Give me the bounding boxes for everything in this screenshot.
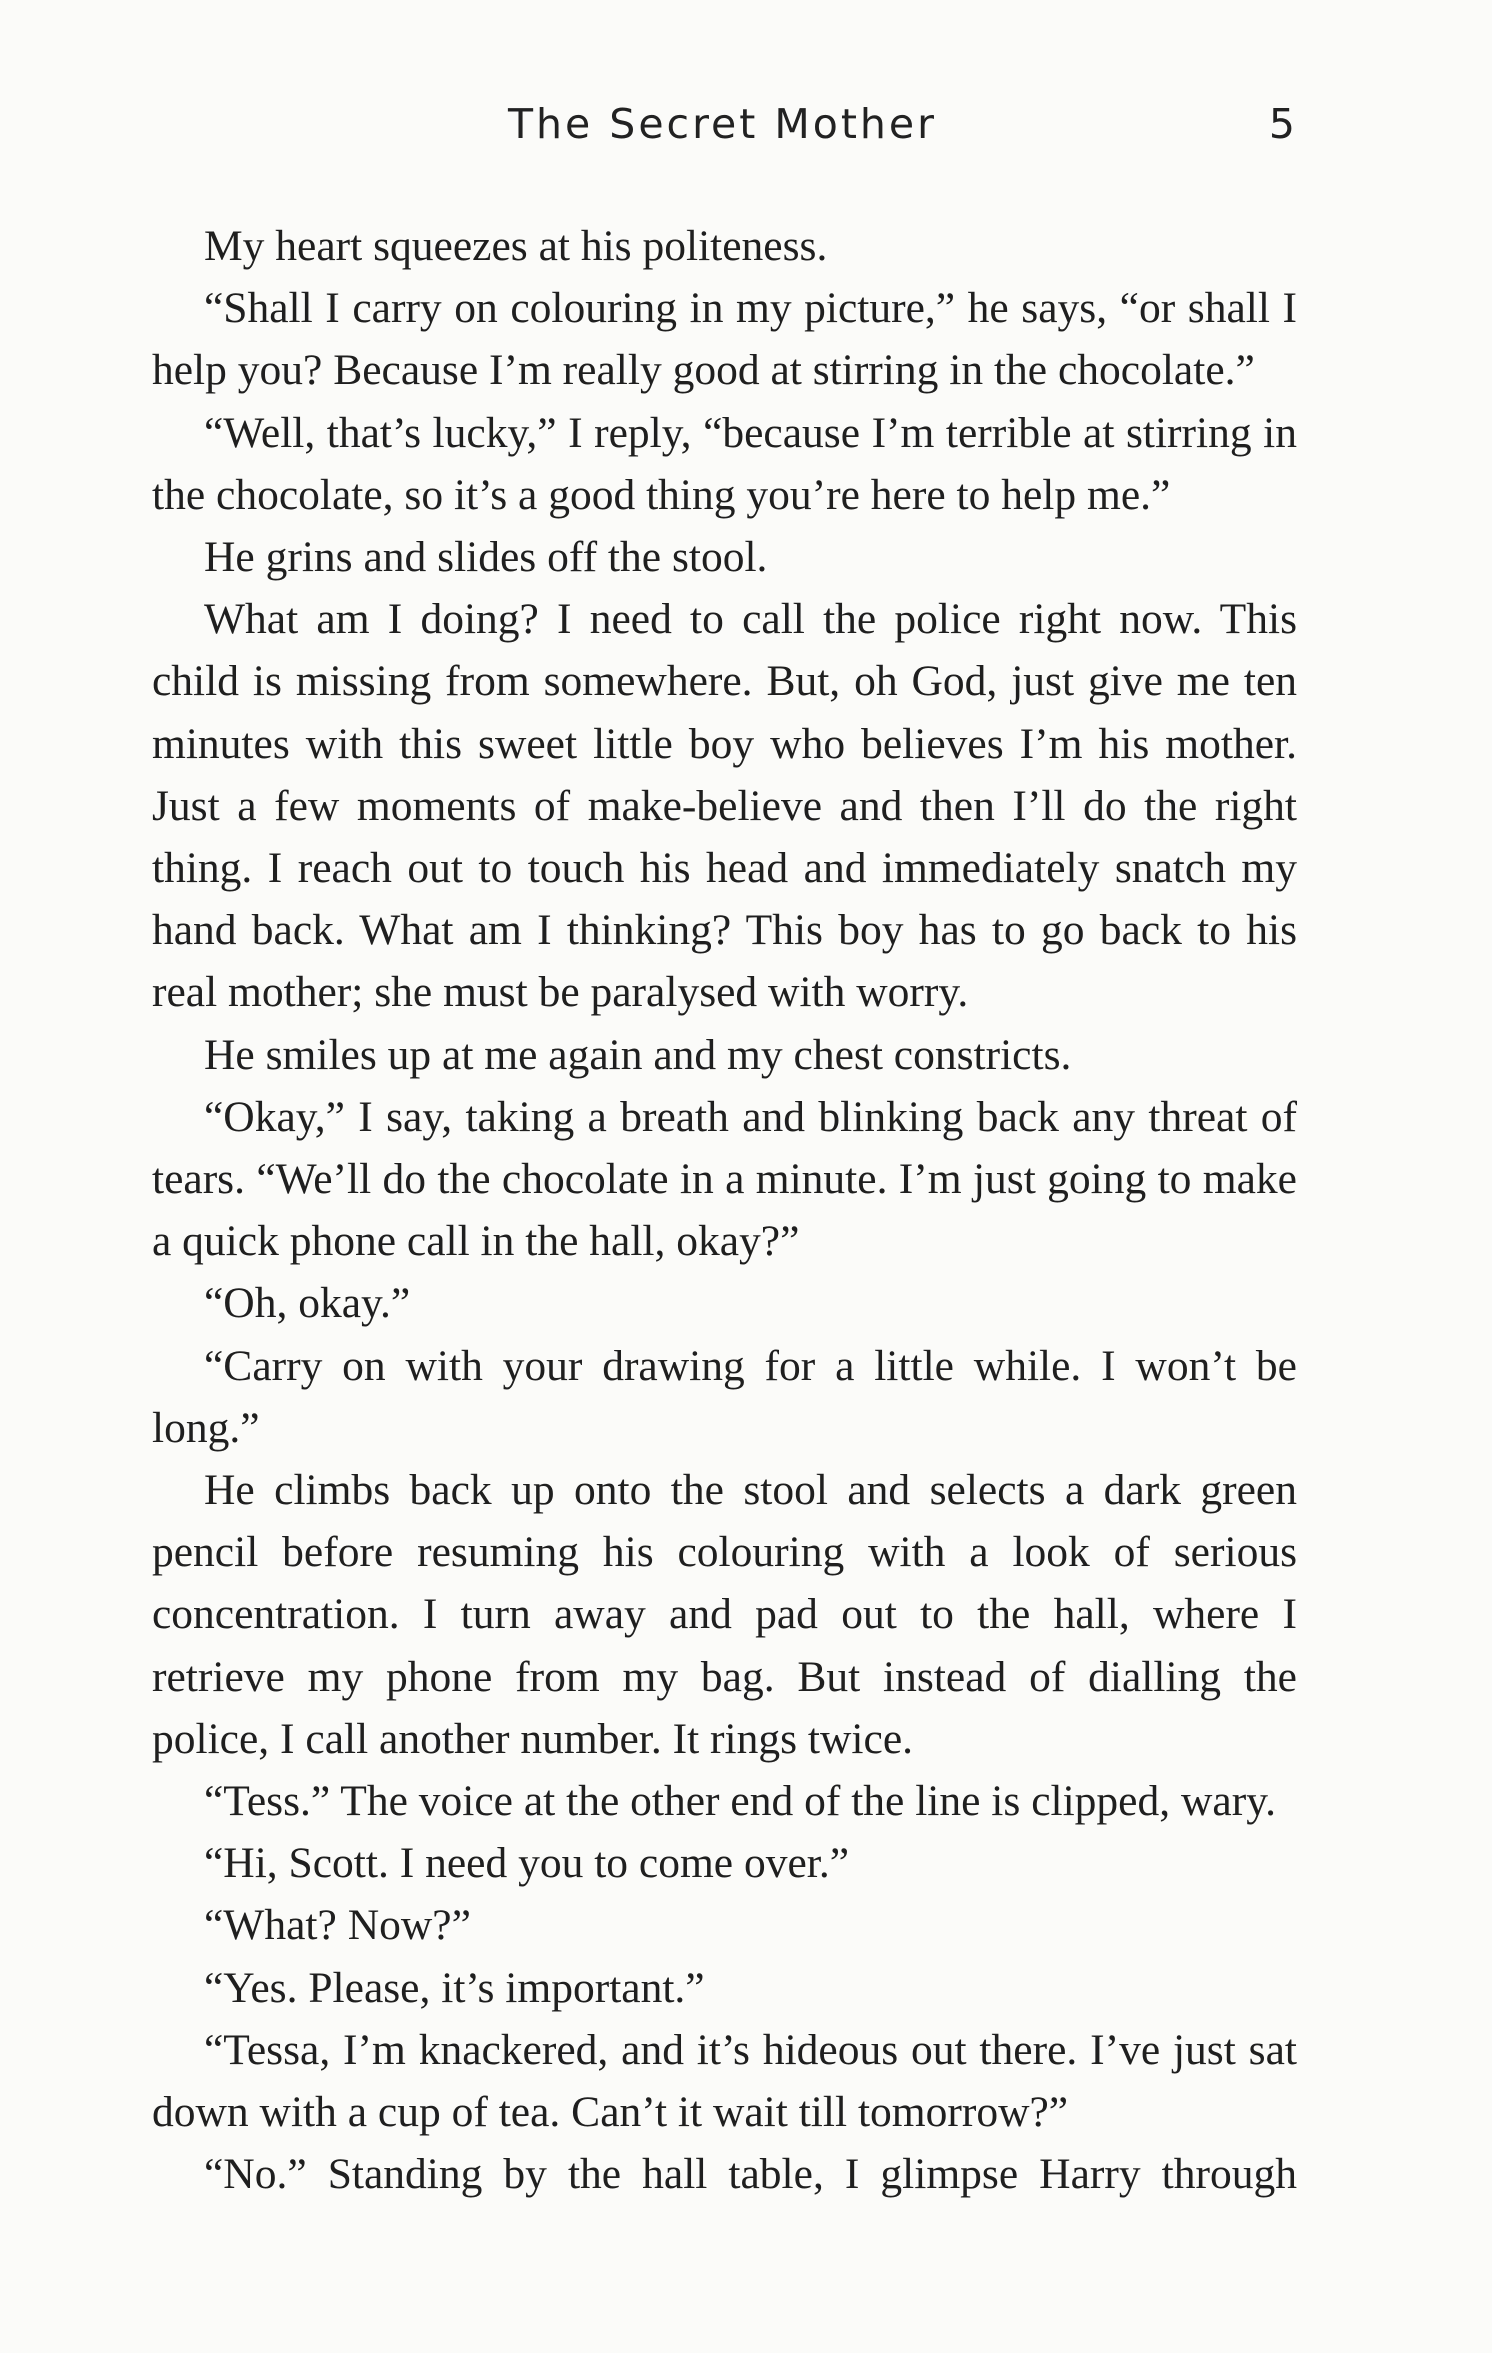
page-number: 5 — [1268, 100, 1295, 148]
running-head — [150, 100, 1295, 160]
paragraph: “No.” Standing by the hall table, I glimpse Harry through — [204, 2150, 1297, 2199]
body-text — [152, 215, 1297, 2206]
paragraph: “Yes. Please, it’s important.” — [204, 1963, 705, 2012]
paragraph: My heart squeezes at his politeness. — [204, 222, 828, 270]
paragraph: “Oh, okay.” — [204, 1279, 411, 1328]
paragraph: “Carry on with your drawing for a little while. I won’t be long.” — [152, 1341, 1297, 1452]
paragraph: “What? Now?” — [204, 1901, 471, 1950]
paragraph: What am I doing? I need to call the police right now. This child is missing from somewhere. But, oh God, just give me ten minutes with this sweet little boy who believes I’m his mother. Just a few moments of make-believe and then I’ll do the right thing. I reach out to touch his head and immediately snatch my hand back. What am I thinking? This boy has to go back to his real mother; she must be paralysed with worry. — [152, 595, 1297, 1017]
paragraph: “Tess.” The voice at the other end of the line is clipped, wary. — [204, 1777, 1276, 1826]
paragraph: “Shall I carry on colouring in my picture,” he says, “or shall I help you? Because I’m really good at stirring in the chocolate.” — [152, 284, 1297, 395]
paragraph: “Okay,” I say, taking a breath and blinking back any threat of tears. “We’ll do the chocolate in a minute. I’m just going to make a quick phone call in the hall, okay?” — [152, 1092, 1297, 1266]
paragraph: He grins and slides off the stool. — [204, 533, 768, 582]
paragraph: He climbs back up onto the stool and selects a dark green pencil before resuming his colouring with a look of serious concentration. I turn away and pad out to the hall, where I retrieve my phone from my bag. But instead of dialling the police, I call another number. It rings twice. — [152, 1466, 1297, 1763]
paragraph: “Tessa, I’m knackered, and it’s hideous out there. I’ve just sat down with a cup of tea. Can’t it wait till tomorrow?” — [152, 2025, 1297, 2137]
paragraph: He smiles up at me again and my chest constricts. — [204, 1030, 1072, 1079]
paragraph: “Well, that’s lucky,” I reply, “because I’m terrible at stirring in the chocolate, so it’s a good thing you’re here to help me.” — [152, 408, 1297, 519]
paragraph: “Hi, Scott. I need you to come over.” — [204, 1839, 850, 1888]
book-title: The Secret Mother — [508, 100, 937, 148]
